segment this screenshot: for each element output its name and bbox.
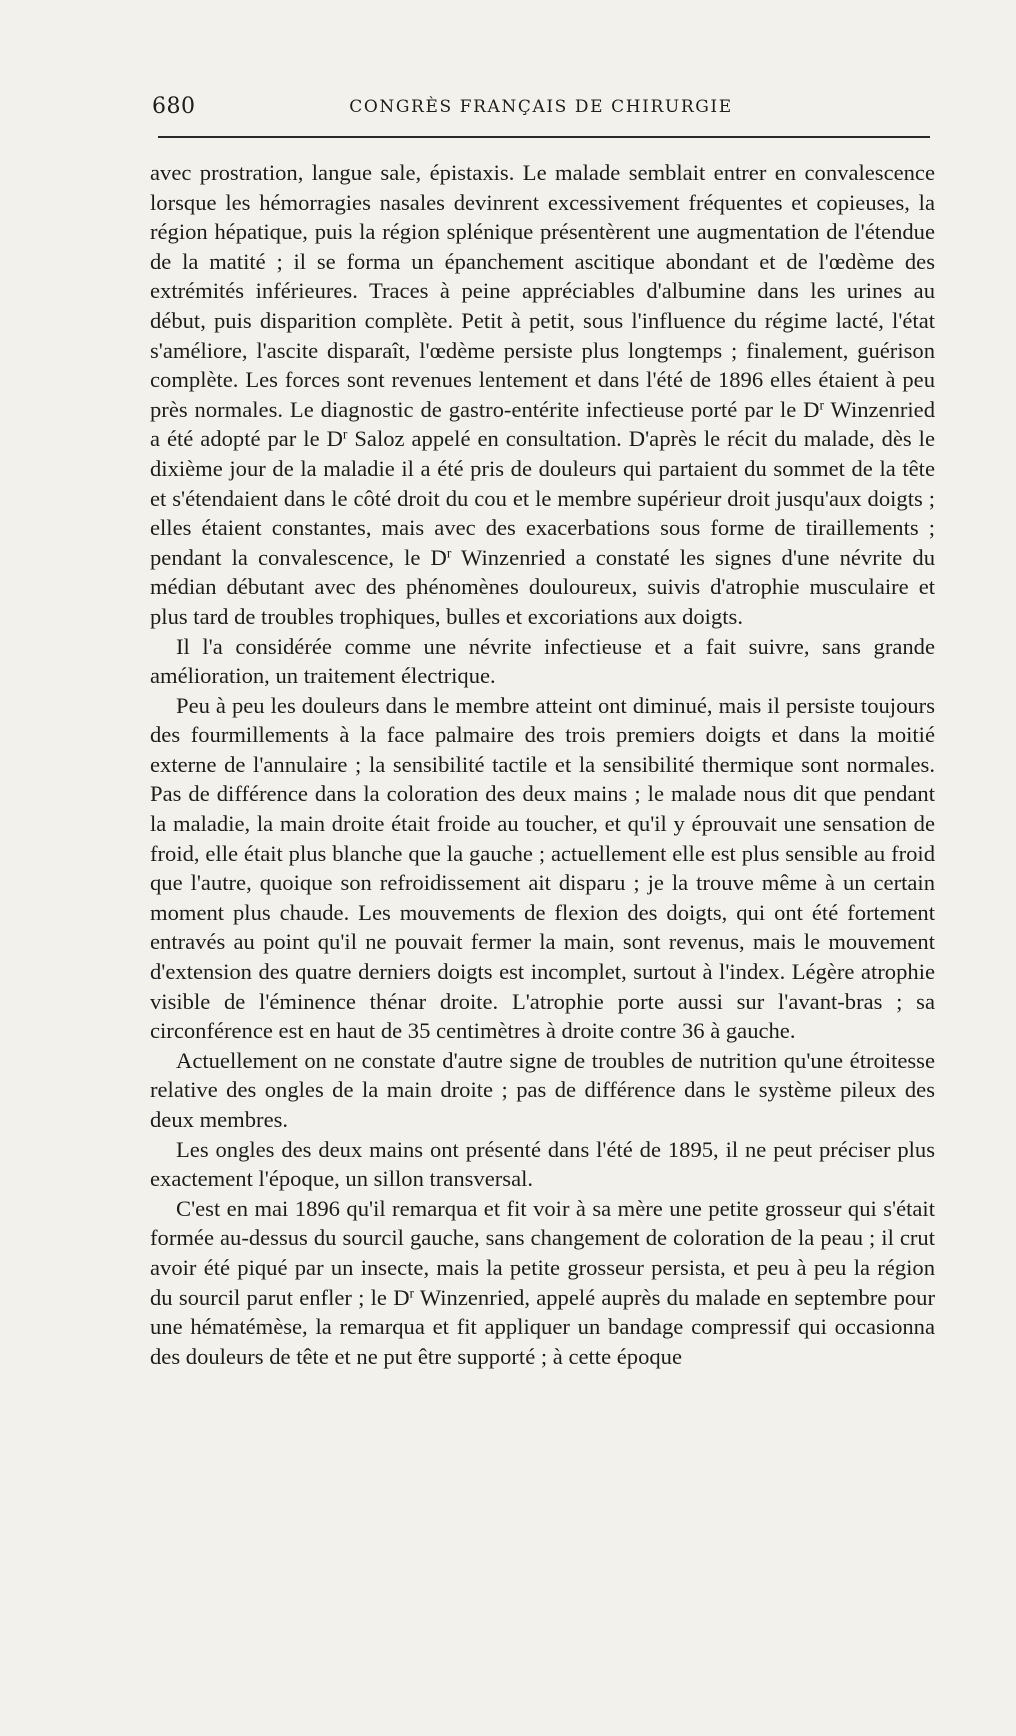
paragraph: [150, 691, 935, 1046]
superscript: r: [409, 1285, 415, 1301]
text-run: Peu à peu les douleurs dans le membre atteint ont diminué, mais il persiste toujours des fourmillements à la face palmaire des trois premiers doigts et dans la moitié externe de l'annulaire ; la sensibilité tactile et la sensibilité thermique sont normales. Pas de différence dans la coloration des deux mains ; le malade nous dit que pendant la maladie, la main droite était froide au toucher, et qu'il y éprouvait une sensation de froid, elle était plus blanche que la gauche ; actuellement elle est plus sensible au froid que l'autre, quoique son refroidissement ait disparu ; je la trouve même à un certain moment plus chaude. Les mouvements de flexion des doigts, qui ont été fortement entravés au point qu'il ne pouvait fermer la main, sont revenus, mais le mouvement d'extension des quatre derniers doigts est incomplet, surtout à l'index. Légère atrophie visible de l'éminence thénar droite. L'atrophie porte aussi sur l'avant-bras ; sa circonférence est en haut de 35 centimètres à droite contre 36 à gauche.: [150, 692, 935, 1044]
header-rule: [158, 136, 930, 138]
text-run: C'est en mai 1896 qu'il remarqua et fit voir à sa mère une petite grosseur qui s'était formée au-dessus du sourcil gauche, sans changement de coloration de la peau ; il crut avoir été piqué par un insecte, mais la petite grosseur persista, et peu à peu la région du sourcil parut enfler ; le D: [150, 1195, 935, 1310]
page-number: 680: [152, 94, 196, 119]
text-run: Il l'a considérée comme une névrite infectieuse et a fait suivre, sans grande amélioration, un traitement électrique.: [150, 633, 935, 689]
running-head: [152, 94, 930, 126]
paragraph: [150, 1135, 935, 1194]
text-run: Saloz appelé en consultation. D'après le récit du malade, dès le dixième jour de la maladie il a été pris de douleurs qui partaient du sommet de la tête et s'étendaient dans le côté droit du cou et le membre supérieur droit jusqu'aux doigts ; elles étaient constantes, mais avec des exacerbations sous forme de tiraillements ; pendant la convalescence, le D: [150, 426, 935, 570]
superscript: r: [342, 426, 348, 442]
paragraph: [150, 632, 935, 691]
text-run: Winzenried, appelé auprès du malade en septembre pour une hématémèse, la remarqua et fit appliquer un bandage compressif qui occasionna des douleurs de tête et ne put être supporté ; à cette époque: [150, 1284, 935, 1369]
text-run: Actuellement on ne constate d'autre signe de troubles de nutrition qu'une étroitesse relative des ongles de la main droite ; pas de différence dans le système pileux des deux membres.: [150, 1047, 935, 1132]
text-run: Winzenried a constaté les signes d'une névrite du médian débutant avec des phénomènes douloureux, suivis d'atrophie musculaire et plus tard de troubles trophiques, bulles et excoriations aux doigts.: [150, 544, 935, 629]
paragraph: [150, 158, 935, 632]
text-run: avec prostration, langue sale, épistaxis. Le malade semblait entrer en convalescence lorsque les hémorragies nasales devinrent excessivement fréquentes et copieuses, la région hépatique, puis la région splénique présentèrent une augmentation de l'étendue de la matité ; il se forma un épanchement ascitique abondant et de l'œdème des extrémités inférieures. Traces à peine appréciables d'albumine dans les urines au début, puis disparition complète. Petit à petit, sous l'influence du régime lacté, l'état s'améliore, l'ascite disparaît, l'œdème persiste plus longtemps ; finalement, guérison complète. Les forces sont revenues lentement et dans l'été de 1896 elles étaient à peu près normales. Le diagnostic de gastro-entérite infectieuse porté par le D: [150, 160, 935, 422]
superscript: r: [819, 397, 825, 413]
body-text: [150, 158, 935, 1371]
paragraph: [150, 1046, 935, 1135]
superscript: r: [446, 545, 452, 561]
text-run: Winzenried a été adopté par le D: [150, 396, 935, 452]
paragraph: [150, 1194, 935, 1372]
text-run: Les ongles des deux mains ont présenté dans l'été de 1895, il ne peut préciser plus exactement l'époque, un sillon transversal.: [150, 1136, 935, 1192]
journal-title: CONGRÈS FRANÇAIS DE CHIRURGIE: [349, 97, 733, 117]
